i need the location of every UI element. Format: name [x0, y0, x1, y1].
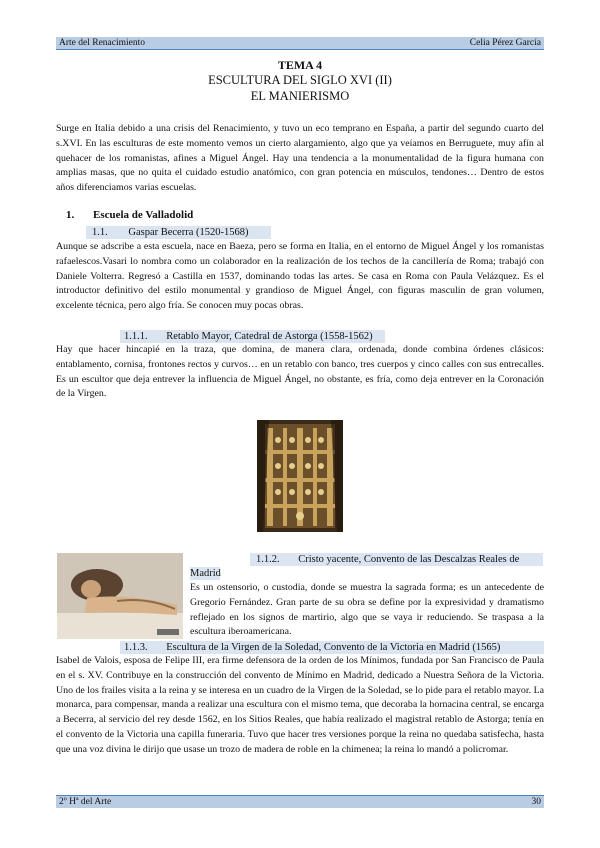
subsection-1-1-1-num: 1.1.1. [124, 331, 148, 342]
paragraph-1-1-2: Es un ostensorio, o custodia, donde se muestra la sagrada forma; es un antecedente de Gregorio Fernández. Gran parte de su obra se define por la expresividad y dramatismo reflejado en los signos de martirio, algo que se vaya ir reduciendo. Se traspasa a la escultura iberoamericana. [190, 582, 544, 638]
page-number: 30 [531, 797, 541, 807]
title-main: TEMA 4 [277, 58, 323, 72]
subsection-1-1-1-heading [120, 330, 385, 343]
cristo-yacente-image [57, 553, 183, 639]
title-line1: ESCULTURA DEL SIGLO XVI (II) [208, 73, 392, 87]
subsection-1-1-3-num: 1.1.3. [124, 642, 148, 653]
title-line2: EL MANIERISMO [250, 89, 350, 103]
retablo-astorga-image [257, 420, 343, 532]
page-footer [56, 795, 544, 808]
header-right: Celia Pérez García [469, 38, 541, 48]
subsection-1-1-2-title-a: Cristo yacente, Convento de las Descalzas Reales de [298, 554, 520, 565]
intro-paragraph: Surge en Italia debido a una crisis del Renacimiento, y tuvo un eco temprano en España, a partir del segundo cuarto del s.XVI. En las esculturas de este momento vemos un cierto alargamiento, algo que ya veíamos en Berruguete, muy afín al quehacer de los romanistas, afines a Miguel Ángel. Hay una tendencia a la monumentalidad de la figura humana con amplias masas, que no quita el cuidado estudio anatómico, con gran potencia en músculos, tendones… Dentro de estos años diferenciamos varias escuelas. [56, 123, 544, 194]
subsection-1-1-num: 1.1. [92, 227, 108, 238]
subsection-1-1-title: Gaspar Becerra (1520-1568) [128, 227, 249, 238]
subsection-1-1-3-title: Escultura de la Virgen de la Soledad, Convento de la Victoria en Madrid (1565) [166, 642, 501, 653]
subsection-1-1-3-heading [120, 641, 544, 654]
footer-left: 2º Hª del Arte [59, 797, 112, 807]
paragraph-1-1-1: Hay que hacer hincapié en la traza, que domina, de manera clara, ordenada, donde combina órdenes clásicos: entablamento, cornisa, frontones rectos y curvos… en un retablo con banco, tres cuerpos y cinco calles con sus entrecalles. Es un escultor que deja entrever la influencia de Miguel Ángel, no obstante, es fría, como deja entrever en la Coronación de la Virgen. [56, 344, 544, 400]
subsection-1-1-2-title-b: Madrid [190, 568, 221, 579]
section-1-num: 1. [66, 209, 75, 221]
subsection-1-1-1-title: Retablo Mayor, Catedral de Astorga (1558-1562) [166, 331, 373, 342]
subsection-1-1-2-num: 1.1.2. [256, 554, 280, 565]
section-1-heading [66, 209, 193, 221]
section-1-title: Escuela de Valladolid [93, 209, 194, 221]
paragraph-1-1-3: Isabel de Valois, esposa de Felipe III, era firme defensora de la orden de los Mínimos, fundada por San Francisco de Paula en el s. XV. Contribuye en la construcción del convento de Mínimo en Madrid, dedicado a Nuestra Señora de la Victoria. Uno de los frailes visita a la reina y se interesa en un cuadro de la Virgen de la Soledad, se lo pide para el retablo mayor. La monarca, para compensar, manda a realizar una escultura con el mismo tema, que decoraba la hornacina central, se encarga a Becerra, al servicio del rey desde 1562, en los Sitios Reales, que había realizado el magistral retablo de Astorga; tenía en el convento de la Victoria una capilla funeraria. Tuvo que hacer tres versiones porque la reina no quedaba satisfecha, hasta que una voz divina le dirijo que usase un trozo de madera de roble en la chimenea; la reina lo mandó a policromar. [56, 655, 544, 755]
page-header [56, 37, 544, 50]
subsection-1-1-2-heading [250, 553, 543, 566]
subsection-1-1-heading [86, 226, 271, 239]
header-left: Arte del Renacimiento [59, 38, 145, 48]
paragraph-1-1: Aunque se adscribe a esta escuela, nace en Baeza, pero se forma en Italia, en el entorno de Miguel Ángel y los romanistas rafaelescos.Vasari lo nombra como un colaborador en la realización de los techos de la cancillería de Roma; trabajó con Daniele Volterra. Regresó a Castilla en 1537, dominando todas las artes. Se casa en Roma con Paula Velázquez. Es el introductor definitivo del estilo monumental y grandioso de Miguel Ángel, con figuras masculin de gran volumen, excelente técnica, pero algo fría. Se conocen muy pocas obras. [56, 241, 544, 312]
